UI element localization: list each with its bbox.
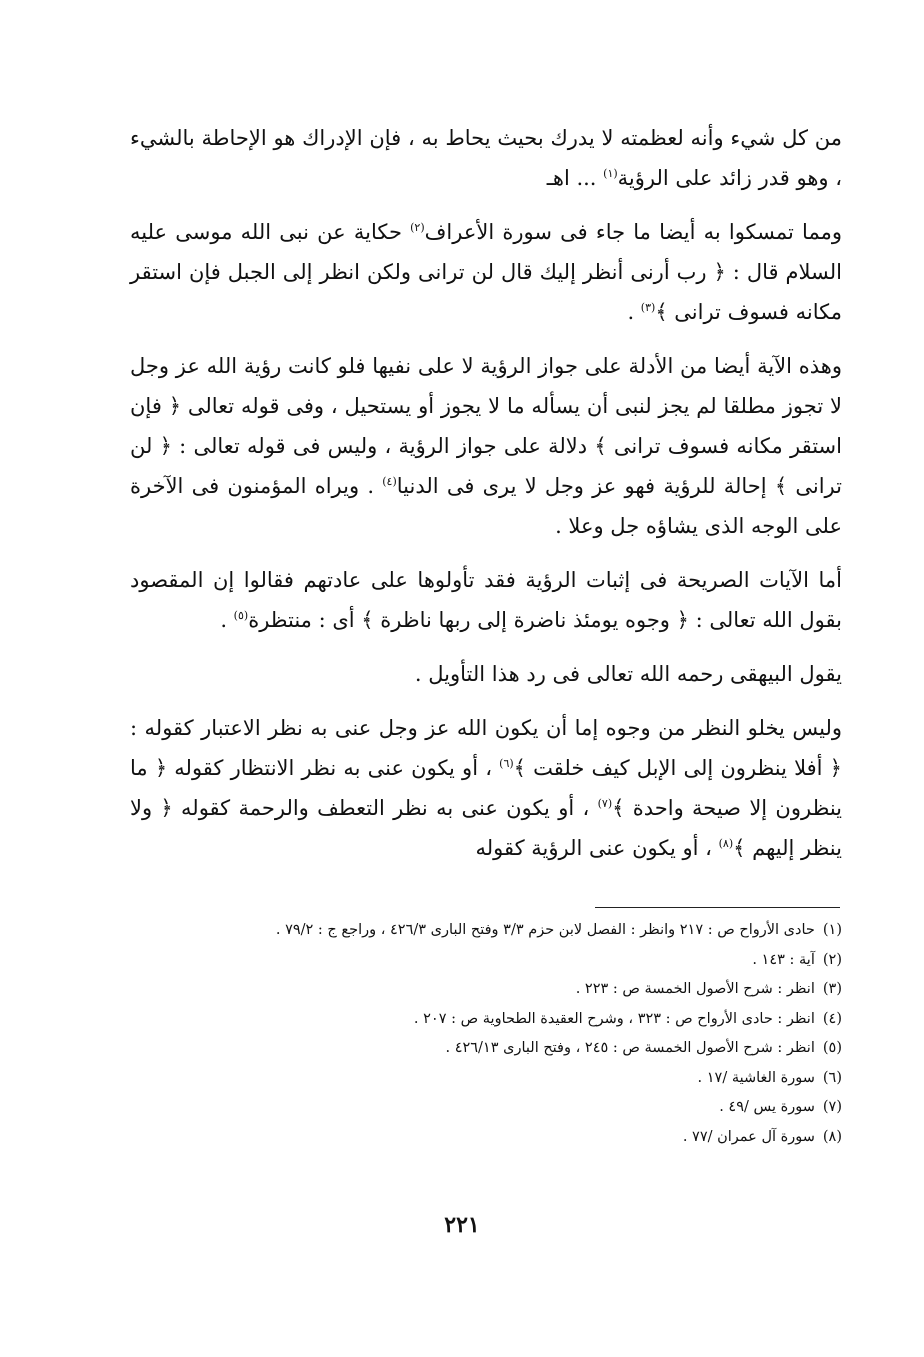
footnote-marker: (١) bbox=[603, 167, 618, 180]
footnote-marker: (٥) bbox=[233, 609, 249, 622]
footnote-1 bbox=[130, 916, 842, 946]
footnote-6 bbox=[130, 1064, 842, 1094]
footnote-marker: (٦) bbox=[499, 757, 514, 770]
footnote-number: (١) bbox=[822, 922, 842, 938]
footnote-number: (٥) bbox=[822, 1040, 842, 1056]
text-run: ، أو يكون عنى به نظر الانتظار كقوله ﴿ ما ينظرون إلا صيحة واحدة ﴾ bbox=[130, 756, 842, 820]
footnote-7 bbox=[130, 1093, 842, 1123]
footnote-5 bbox=[130, 1034, 842, 1064]
footnote-text: سورة يس /٤٩ . bbox=[719, 1099, 815, 1115]
text-run: حكاية عن نبى الله موسى عليه السلام قال : ﴿ رب أرنى أنظر إليك قال لن ترانى ولكن انظر إلى الجبل فإن استقر مكانه فسوف ترانى ﴾ bbox=[130, 220, 842, 324]
page-number: ٢٢١ bbox=[444, 1212, 480, 1238]
footnote-marker: (٨) bbox=[718, 837, 734, 850]
footnote-number: (٣) bbox=[822, 981, 842, 997]
footnote-4 bbox=[130, 1005, 842, 1035]
footnote-text: سورة آل عمران /٧٧ . bbox=[682, 1128, 815, 1145]
text-run: ومما تمسكوا به أيضا ما جاء فى سورة الأعراف bbox=[424, 220, 842, 244]
text-run: أما الآيات الصريحة فى إثبات الرؤية فقد تأولوها على عادتهم فقالوا إن المقصود بقول الله تعالى : ﴿ وجوه يومئذ ناضرة إلى ربها ناظرة ﴾ أى : منتظرة bbox=[130, 568, 842, 632]
text-run: ، أو يكون عنى به نظر التعطف والرحمة كقوله ﴿ ولا ينظر إليهم ﴾ bbox=[130, 796, 842, 860]
text-run: وهذه الآية أيضا من الأدلة على جواز الرؤية لا على نفيها فلو كانت رؤية الله عز وجل لا تجوز مطلقا لم يجز لنبى أن يسأله ما لا يجوز أو يستحيل ، وفى قوله تعالى ﴿ فإن استقر مكانه فسوف ترانى ﴾ دلالة على جواز الرؤية ، وليس فى قوله تعالى : ﴿ لن ترانى ﴾ إحالة للرؤية فهو عز وجل لا يرى فى الدنيا bbox=[130, 354, 842, 498]
text-run: . bbox=[627, 300, 641, 324]
footnote-marker: (٧) bbox=[597, 797, 613, 810]
footnote-marker: (٢) bbox=[410, 221, 425, 234]
footnote-number: (٦) bbox=[822, 1069, 842, 1086]
footnote-number: (٤) bbox=[822, 1010, 842, 1027]
footnotes bbox=[130, 916, 842, 1152]
footnote-text: حادى الأرواح ص : ٢١٧ وانظر : الفصل لابن حزم ٣/٣ وفتح البارى ٤٢٦/٣ ، وراجع ج : ٧٩/٢ . bbox=[275, 922, 815, 938]
paragraph-1 bbox=[130, 118, 842, 198]
footnote-text: آية : ١٤٣ . bbox=[752, 951, 815, 968]
text-run: وليس يخلو النظر من وجوه إما أن يكون الله عز وجل عنى به نظر الاعتبار كقوله : ﴿ أفلا ينظرون إلى الإبل كيف خلقت ﴾ bbox=[130, 716, 842, 780]
footnote-marker: (٤) bbox=[382, 475, 397, 488]
text-run: . bbox=[220, 608, 234, 632]
paragraph-6 bbox=[130, 708, 842, 868]
paragraph-5 bbox=[130, 654, 842, 694]
paragraph-4 bbox=[130, 560, 842, 640]
text-run: من كل شيء وأنه لعظمته لا يدرك بحيث يحاط به ، فإن الإدراك هو الإحاطة بالشيء ، وهو قدر زائد على الرؤية bbox=[130, 126, 842, 190]
text-run: ، أو يكون عنى الرؤية كقوله bbox=[475, 836, 719, 860]
paragraph-2 bbox=[130, 212, 842, 332]
text-run: ... اهـ bbox=[546, 166, 604, 190]
footnote-text: انظر : شرح الأصول الخمسة ص : ٢٤٥ ، وفتح البارى ٤٢٦/١٣ . bbox=[445, 1040, 815, 1056]
footnote-2 bbox=[130, 946, 842, 976]
footnote-3 bbox=[130, 975, 842, 1005]
footnote-text: انظر : حادى الأرواح ص : ٣٢٣ ، وشرح العقيدة الطحاوية ص : ٢٠٧ . bbox=[413, 1010, 815, 1027]
body-text bbox=[130, 118, 842, 868]
text-run: . ويراه المؤمنون فى الآخرة على الوجه الذى يشاؤه جل وعلا . bbox=[130, 474, 842, 538]
footnote-8 bbox=[130, 1123, 842, 1153]
footnote-number: (٧) bbox=[822, 1099, 842, 1115]
footnote-number: (٨) bbox=[822, 1128, 842, 1145]
paragraph-3 bbox=[130, 346, 842, 546]
footnote-text: سورة الغاشية /١٧ . bbox=[697, 1069, 815, 1086]
footnote-separator bbox=[595, 907, 840, 908]
footnote-marker: (٣) bbox=[640, 301, 656, 314]
footnote-number: (٢) bbox=[822, 951, 842, 968]
footnote-text: انظر : شرح الأصول الخمسة ص : ٢٢٣ . bbox=[575, 981, 815, 997]
text-run: يقول البيهقى رحمه الله تعالى فى رد هذا التأويل . bbox=[414, 662, 842, 686]
